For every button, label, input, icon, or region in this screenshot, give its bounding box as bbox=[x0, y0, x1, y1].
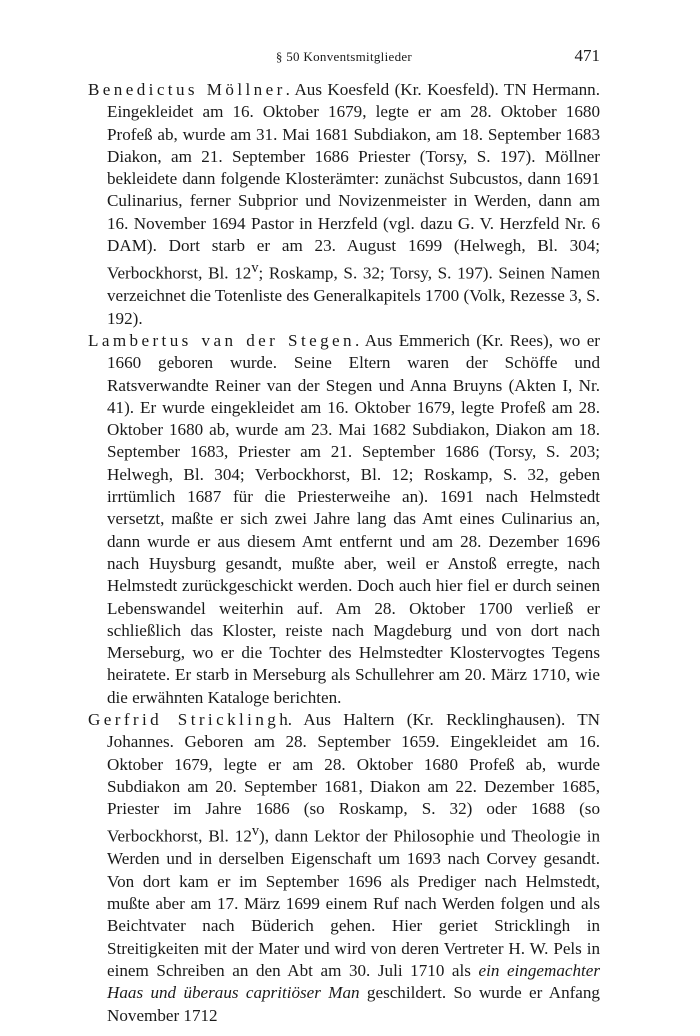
entry-moellner bbox=[88, 79, 600, 330]
entry-name: Lambertus van der Stegen bbox=[88, 330, 355, 350]
entry-text-end: geschildert. So wurde er Anfang November 1712 bbox=[107, 983, 600, 1025]
entry-text: h. Aus Haltern (Kr. Recklinghausen). TN Johannes. Geboren am 28. September 1659. Eingekleidet am 16. Oktober 1679, legte er am 28. Oktober 1680 Profeß ab, wurde Subdiakon am 20. September 1681, Diakon am 22. Dezember 1685, Priester im Jahre 1686 (so Roskamp, S. 32) oder 1688 (so Verbockhorst, Bl. 12 bbox=[107, 710, 600, 847]
running-title: § 50 Konventsmitglieder bbox=[275, 49, 413, 64]
entry-text-continued: ), dann Lektor der Philosophie und Theologie in Werden und in derselben Eigenschaft um 1693 nach Corvey gesandt. Von dort kam er im September 1696 als Prediger nach Helmstedt, mußte aber am 17. März 1699 einem Ruf nach Werden folgen und als Beichtvater nach Büderich gehen. Hier geriet Stricklingh in Streitigkeiten mit der Mater und wird von deren Vertreter H. W. Pels in einem Schreiben an den Abt am 30. Juli 1710 als bbox=[107, 827, 601, 980]
superscript-verso: v bbox=[251, 260, 259, 277]
entry-name: Gerfrid Strickling bbox=[88, 710, 280, 729]
running-header bbox=[88, 46, 600, 68]
superscript-verso: v bbox=[251, 823, 259, 840]
entry-text-continued: ; Roskamp, S. 32; Torsy, S. 197). Seinen Namen verzeichnet die Totenliste des Generalkapitels 1700 (Volk, Rezesse 3, S. 192). bbox=[107, 264, 601, 328]
entry-text: . Aus Koesfeld (Kr. Koesfeld). TN Hermann. Eingekleidet am 16. Oktober 1679, legte er am 28. Oktober 1680 Profeß ab, wurde am 31. Mai 1681 Subdiakon, am 18. September 1683 Diakon, am 21. September 1686 Priester (Torsy, S. 197). Möllner bekleidete dann folgende Klosterämter: zunächst Subcustos, dann 1691 Culinarius, ferner Subprior und Novizenmeister in Werden, dann am 16. November 1694 Pastor in Herzfeld (vgl. dazu G. V. Herzfeld Nr. 6 DAM). Dort starb er am 23. August 1699 (Helwegh, Bl. 304; Verbockhorst, Bl. 12 bbox=[107, 80, 600, 284]
entry-name: Benedictus Möllner bbox=[88, 80, 286, 99]
entry-text: . Aus Emmerich (Kr. Rees), wo er 1660 geboren wurde. Seine Eltern waren der Schöffe und Ratsverwandte Reiner van der Stegen und Anna Bruyns (Akten I, Nr. 41). Er wurde eingekleidet am 16. Oktober 1679, legte Profeß am 28. Oktober 1680 ab, wurde am 23. Mai 1682 Subdiakon, Diakon am 18. September 1683, Priester am 21. September 1686 (Torsy, S. 203; Helwegh, Bl. 304; Verbockhorst, Bl. 12; Roskamp, S. 32, geben irrtümlich 1687 für die Priesterweihe an). 1691 nach Helmstedt versetzt, maßte er sich zwei Jahre lang das Amt eines Culinarius an, dann wurde er aus diesem Amt entfernt und am 28. Dezember 1696 nach Huysburg gesandt, mußte aber, weil er Anstoß erregte, nach Helmstedt zurückgeschickt werden. Doch auch hier fiel er durch seinen Lebenswandel weiterhin auf. Am 28. Oktober 1700 verließ er schließlich das Kloster, reiste nach Magdeburg und von dort nach Merseburg, wo er die Tochter des Helmstedter Klostervogtes Tegens heiratete. Er starb in Merseburg als Schullehrer am 20. März 1710, wie die erwähnten Kataloge berichten. bbox=[107, 330, 600, 707]
italic-quotation: ein eingemachter Haas und überaus capritiöser Man bbox=[107, 960, 600, 1003]
page-number: 471 bbox=[574, 46, 600, 65]
entry-stricklingh bbox=[88, 709, 600, 1027]
entry-van-der-stegen bbox=[88, 330, 600, 709]
body-text bbox=[88, 79, 600, 1027]
